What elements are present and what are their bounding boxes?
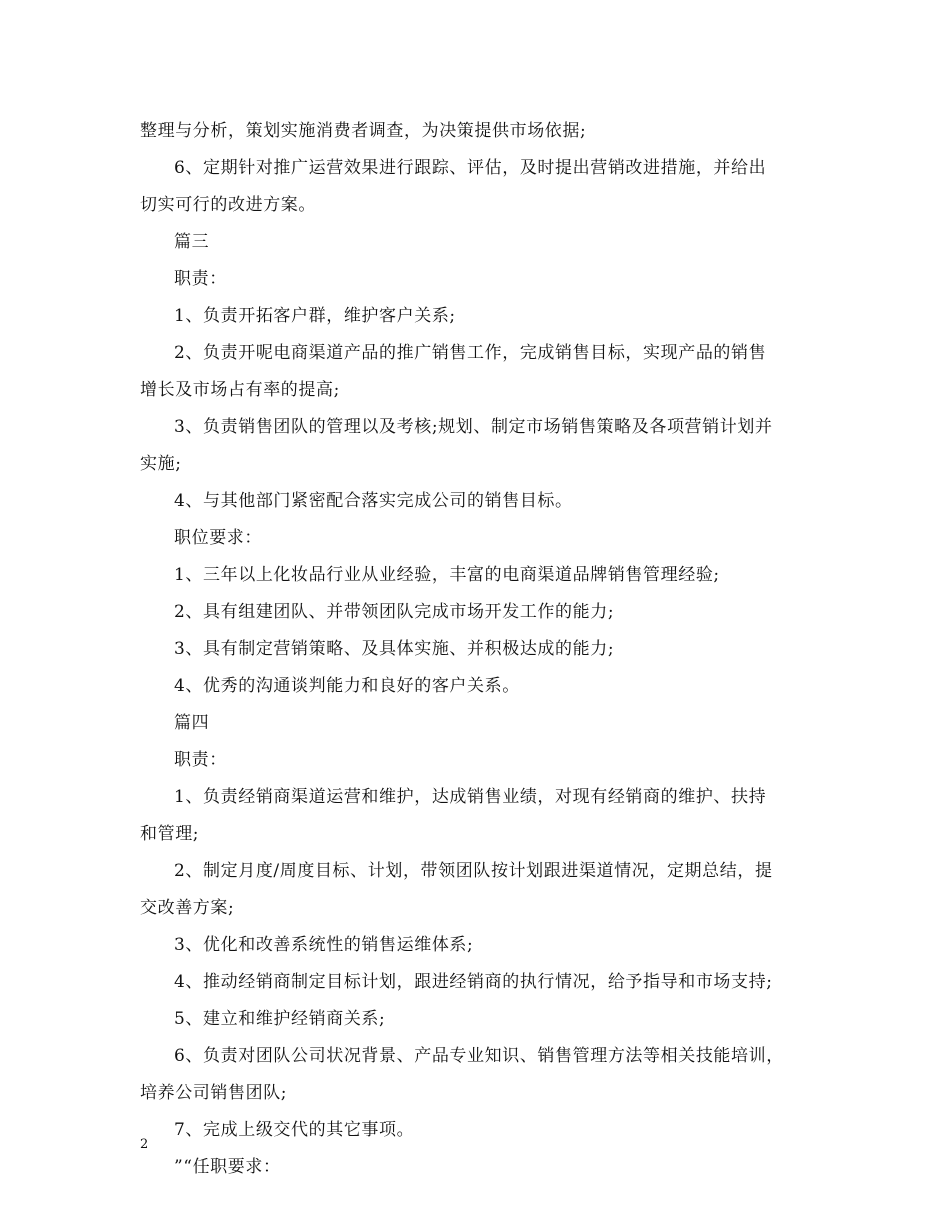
text-line: 6、定期针对推广运营效果进行跟踪、评估，及时提出营销改进措施，并给出 [174,158,767,178]
text-line: 实施; [140,454,182,474]
text-line: 和管理; [140,824,200,844]
text-line: 2、负责开呢电商渠道产品的推广销售工作，完成销售目标，实现产品的销售 [174,343,767,363]
text-line: 1、负责开拓客户群，维护客户关系; [174,306,456,326]
text-line: 整理与分析，策划实施消费者调查，为决策提供市场依据; [140,121,587,141]
text-line: 1、三年以上化妆品行业从业经验，丰富的电商渠道品牌销售管理经验; [174,565,720,585]
text-line: 4、推动经销商制定目标计划，跟进经销商的执行情况，给予指导和市场支持; [174,972,773,992]
text-line: 交改善方案; [140,898,235,918]
text-line: 6、负责对团队公司状况背景、产品专业知识、销售管理方法等相关技能培训， [174,1046,784,1066]
page-number: 2 [140,1137,149,1152]
text-line: 培养公司销售团队; [140,1083,288,1103]
subsection-heading: 职责： [174,750,227,770]
text-line: 3、负责销售团队的管理以及考核;规划、制定市场销售策略及各项营销计划并 [174,417,773,437]
text-line: 4、与其他部门紧密配合落实完成公司的销售目标。 [174,491,573,511]
text-line: 1、负责经销商渠道运营和维护，达成销售业绩，对现有经销商的维护、扶持 [174,787,767,807]
text-line: 7、完成上级交代的其它事项。 [174,1120,415,1140]
text-line: 5、建立和维护经销商关系; [174,1009,386,1029]
subsection-heading: 职位要求： [174,528,262,548]
subsection-heading: ”“任职要求： [174,1157,281,1177]
section-heading: 篇三 [174,232,210,252]
text-line: 切实可行的改进方案。 [140,195,316,215]
text-line: 3、具有制定营销策略、及具体实施、并积极达成的能力; [174,639,615,659]
section-heading: 篇四 [174,713,210,733]
text-line: 3、优化和改善系统性的销售运维体系; [174,935,474,955]
text-line: 2、具有组建团队、并带领团队完成市场开发工作的能力; [174,602,615,622]
text-line: 增长及市场占有率的提高; [140,380,340,400]
document-body [140,113,810,1186]
text-line: 2、制定月度/周度目标、计划，带领团队按计划跟进渠道情况，定期总结，提 [174,861,773,881]
text-line: 4、优秀的沟通谈判能力和良好的客户关系。 [174,676,520,696]
subsection-heading: 职责： [174,269,227,289]
